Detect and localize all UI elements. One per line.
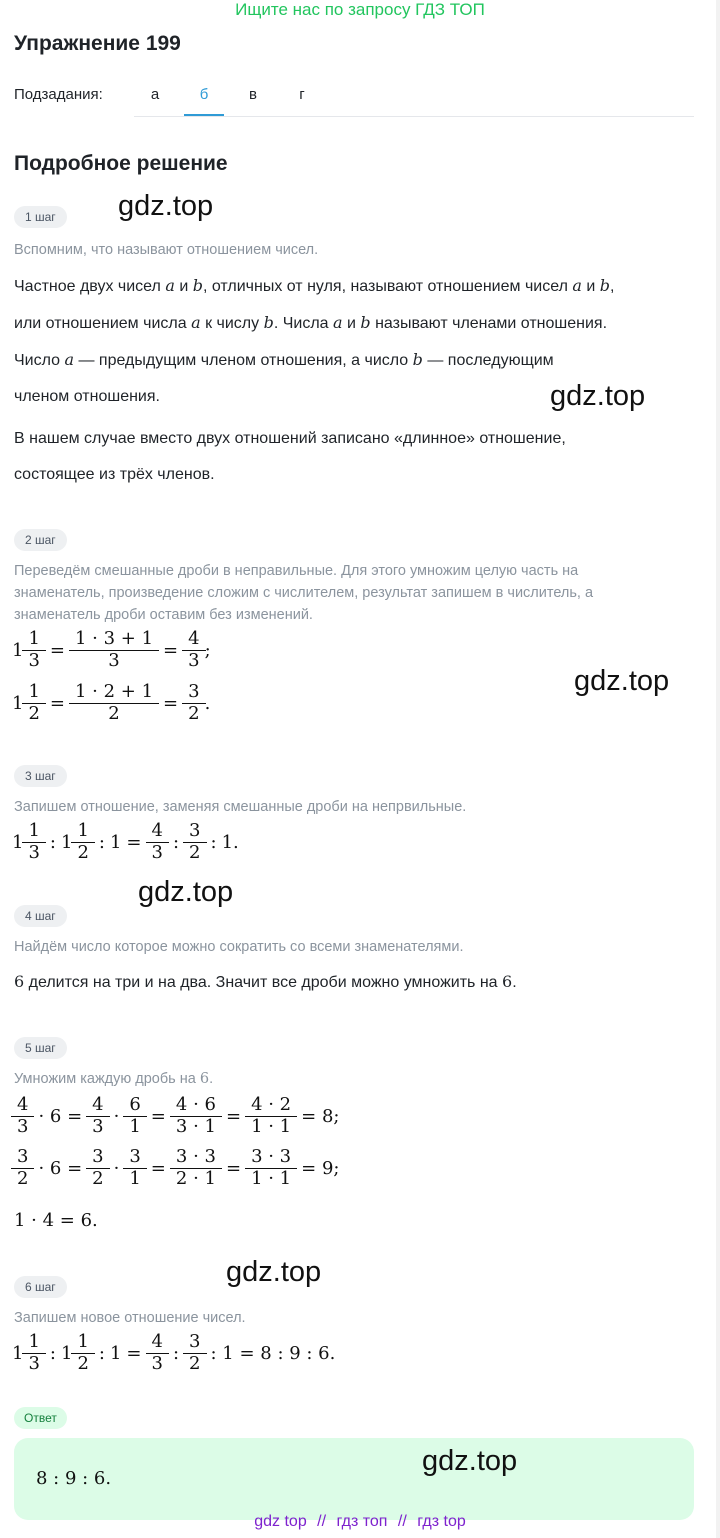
footer-separator: // xyxy=(317,1513,327,1530)
step-badge: 2 шаг xyxy=(14,529,67,551)
definition-line: Число a — предыдущим членом отношения, а число b — последующим xyxy=(14,350,554,369)
watermark: gdz.top xyxy=(226,1256,322,1288)
answer-box xyxy=(14,1438,694,1520)
footer-link[interactable]: гдз top xyxy=(417,1513,466,1530)
footer-links xyxy=(0,1513,720,1531)
step-badge: 6 шаг xyxy=(14,1276,67,1298)
step-hint: Вспомним, что называют отношением чисел. xyxy=(14,242,319,258)
section-title: Подробное решение xyxy=(14,152,228,175)
tab-a[interactable]: а xyxy=(150,86,160,103)
step-badge: 3 шаг xyxy=(14,765,67,787)
equation: $\frac{4}{3}$ · 6 = $\frac{4}{3}$ · $\frac{6}{1}$ = $\frac{4 \cdot 6}{3 \cdot 1}$ = $\frac{4 \cdot 2}{1 \cdot 1}$ = 8; xyxy=(12,1096,344,1137)
footer-link[interactable]: gdz top xyxy=(254,1513,307,1530)
promo-banner[interactable]: Ищите нас по запросу ГДЗ ТОП xyxy=(235,0,485,19)
step-hint: Запишем новое отношение чисел. xyxy=(14,1310,246,1326)
step-hint: Найдём число которое можно сократить со всеми знаменателями. xyxy=(14,939,464,955)
context-line: В нашем случае вместо двух отношений записано «длинное» отношение, xyxy=(14,430,566,447)
context-line: состоящее из трёх членов. xyxy=(14,466,215,483)
equation: 1 $\frac{1}{3}$ : 1 $\frac{1}{2}$ : 1 = $\frac{4}{3}$ : $\frac{3}{2}$ : 1. xyxy=(12,820,239,863)
step-badge: 5 шаг xyxy=(14,1037,67,1059)
equation: 1 $\frac{1}{3}$ = $\frac{1 \cdot 3 + 1}{3}$ = $\frac{4}{3}$ ; xyxy=(12,628,211,671)
tab-g[interactable]: г xyxy=(299,86,305,103)
definition-line: или отношением числа a к числу b. Числа a и b называют членами отношения. xyxy=(14,313,608,332)
watermark: gdz.top xyxy=(550,380,646,412)
definition-line: членом отношения. xyxy=(14,388,160,405)
answer-value: 8 : 9 : 6. xyxy=(36,1468,112,1489)
watermark: gdz.top xyxy=(422,1445,518,1477)
footer-link[interactable]: гдз топ xyxy=(336,1513,388,1530)
step-badge: 1 шаг xyxy=(14,206,67,228)
watermark: gdz.top xyxy=(574,665,670,697)
tab-v[interactable]: в xyxy=(249,86,257,103)
equation: 1 · 4 = 6. xyxy=(14,1210,98,1231)
watermark: gdz.top xyxy=(118,190,214,222)
equation: 1 $\frac{1}{2}$ = $\frac{1 \cdot 2 + 1}{2}$ = $\frac{3}{2}$ . xyxy=(12,681,211,724)
context-paragraph xyxy=(14,421,704,493)
step-hint: Запишем отношение, заменяя смешанные дроби на непрвильные. xyxy=(14,799,467,815)
step-hint: Умножим каждую дробь на 6. xyxy=(14,1071,214,1087)
footer-separator: // xyxy=(397,1513,407,1530)
answer-badge: Ответ xyxy=(14,1407,67,1429)
subtask-tabs xyxy=(134,78,694,117)
page-title: Упражнение 199 xyxy=(14,32,181,55)
tab-b[interactable]: б xyxy=(184,86,224,116)
equation: 1 $\frac{1}{3}$ : 1 $\frac{1}{2}$ : 1 = $\frac{4}{3}$ : $\frac{3}{2}$ : 1 = 8 : 9 : 6. xyxy=(12,1331,336,1374)
step-badge: 4 шаг xyxy=(14,905,67,927)
definition-line: Частное двух чисел a и b, отличных от нуля, называют отношением чисел a и b, xyxy=(14,276,615,295)
watermark: gdz.top xyxy=(138,876,234,908)
equation: $\frac{3}{2}$ · 6 = $\frac{3}{2}$ · $\frac{3}{1}$ = $\frac{3 \cdot 3}{2 \cdot 1}$ = $\frac{3 \cdot 3}{1 \cdot 1}$ = 9; xyxy=(12,1148,344,1189)
scrollbar[interactable] xyxy=(716,0,720,1538)
step-hint: Переведём смешанные дроби в неправильные. Для этого умножим целую часть на знаменатель, произведение сложим с числителем, результат запишем в числитель, а знаменатель дроби оставим без изменений. xyxy=(14,563,594,623)
subtasks-label: Подзадания: xyxy=(14,86,103,103)
step-text: 6 делится на три и на два. Значит все дроби можно умножить на 6. xyxy=(14,972,517,991)
